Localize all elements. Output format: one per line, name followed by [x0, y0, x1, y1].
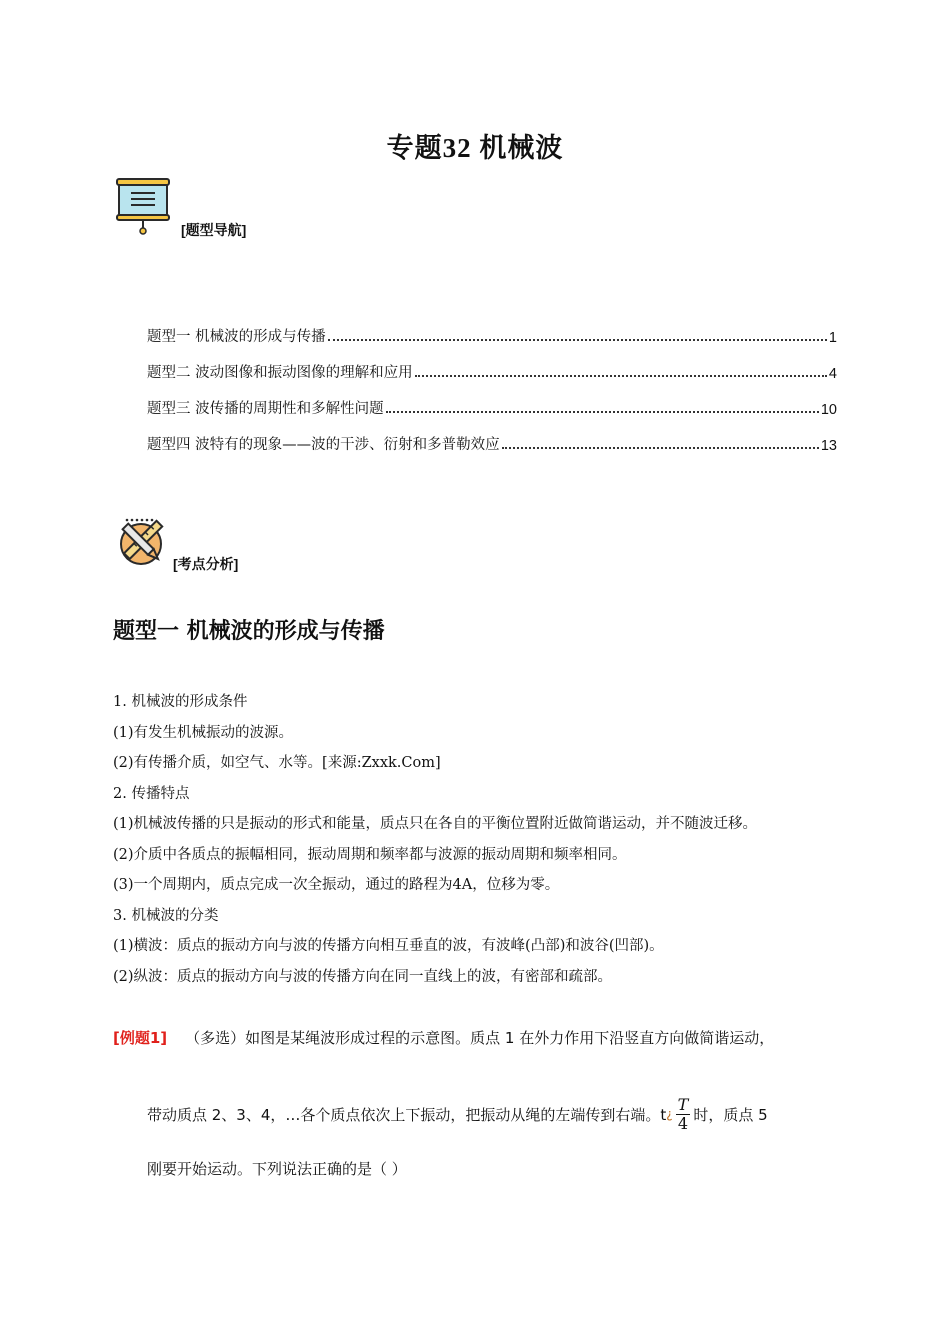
paragraph: (3)一个周期内，质点完成一次全振动，通过的路程为4A，位移为零。: [113, 877, 560, 893]
toc-item-page: 13: [820, 438, 837, 454]
presentation-board-icon: [113, 176, 173, 236]
paragraph: 2. 传播特点: [113, 785, 190, 802]
toc-item-text: 题型三 波传播的周期性和多解性问题: [147, 401, 384, 417]
example-line: [147, 1094, 837, 1134]
paragraph: (1)有发生机械振动的波源。: [113, 724, 294, 741]
page-title: 专题32 机械波: [386, 133, 564, 163]
analysis-label: [考点分析]: [173, 556, 239, 572]
fraction: [676, 1096, 691, 1133]
toc-item[interactable]: [147, 418, 837, 454]
paragraph: 3. 机械波的分类: [113, 907, 219, 924]
example-text: （多选）如图是某绳波形成过程的示意图。质点 1 在外力作用下沿竖直方向做简谐运动，: [185, 1029, 775, 1047]
toc-item[interactable]: [147, 310, 837, 346]
paragraph: (2)纵波：质点的振动方向与波的传播方向在同一直线上的波，有密部和疏部。: [113, 968, 613, 985]
paragraph: (1)横波：质点的振动方向与波的传播方向相互垂直的波，有波峰(凸部)和波谷(凹部)。: [113, 938, 664, 954]
toc-item-page: 4: [828, 366, 837, 382]
example-line: 刚要开始运动。下列说法正确的是（ ）: [147, 1160, 407, 1178]
toc-leader: [415, 374, 827, 377]
toc-item[interactable]: [147, 346, 837, 382]
toc-leader: [502, 446, 819, 449]
toc-item-text: 题型四 波特有的现象——波的干涉、衍射和多普勒效应: [147, 437, 500, 453]
paragraph: [113, 809, 837, 840]
example-question: [113, 1022, 837, 1184]
paragraph: (2)介质中各质点的振幅相同，振动周期和频率都与波源的振动周期和频率相同。: [113, 846, 627, 863]
paragraph-part: 谐运动，并不随波迁移。: [597, 816, 758, 832]
pencil-ruler-icon: [113, 514, 169, 570]
nav-label: [题型导航]: [181, 222, 247, 238]
example-line: [113, 1022, 837, 1054]
toc-item[interactable]: [147, 382, 837, 418]
toc-item-page: 10: [820, 402, 837, 418]
table-of-contents: [147, 310, 837, 454]
toc-leader: [328, 338, 827, 341]
toc-item-text: 题型一 机械波的形成与传播: [147, 329, 326, 345]
section-heading: 题型一 机械波的形成与传播: [113, 619, 385, 644]
paragraph-part: (1)机械波传播的只是振动的形式和能量，质点只在各自的平衡位置附近做简: [113, 816, 598, 832]
paragraph: (2)有传播介质，如空气、水等。[来源:Zxxk.Com]: [113, 755, 441, 771]
example-text: 时，质点 5: [693, 1105, 768, 1124]
example-text: 带动质点 2、3、4，…各个质点依次上下振动，把振动从绳的左端传到右端。t: [147, 1105, 667, 1124]
body-content: [113, 687, 837, 992]
toc-leader: [386, 410, 819, 413]
example-tag: [例题1]: [113, 1029, 168, 1047]
fraction-denominator: 4: [677, 1113, 689, 1133]
toc-item-page: 1: [828, 330, 837, 346]
paragraph: 1. 机械波的形成条件: [113, 694, 248, 710]
example-mark: ¿: [666, 1107, 673, 1121]
toc-item-text: 题型二 波动图像和振动图像的理解和应用: [147, 365, 413, 381]
fraction-numerator: T: [677, 1094, 689, 1114]
